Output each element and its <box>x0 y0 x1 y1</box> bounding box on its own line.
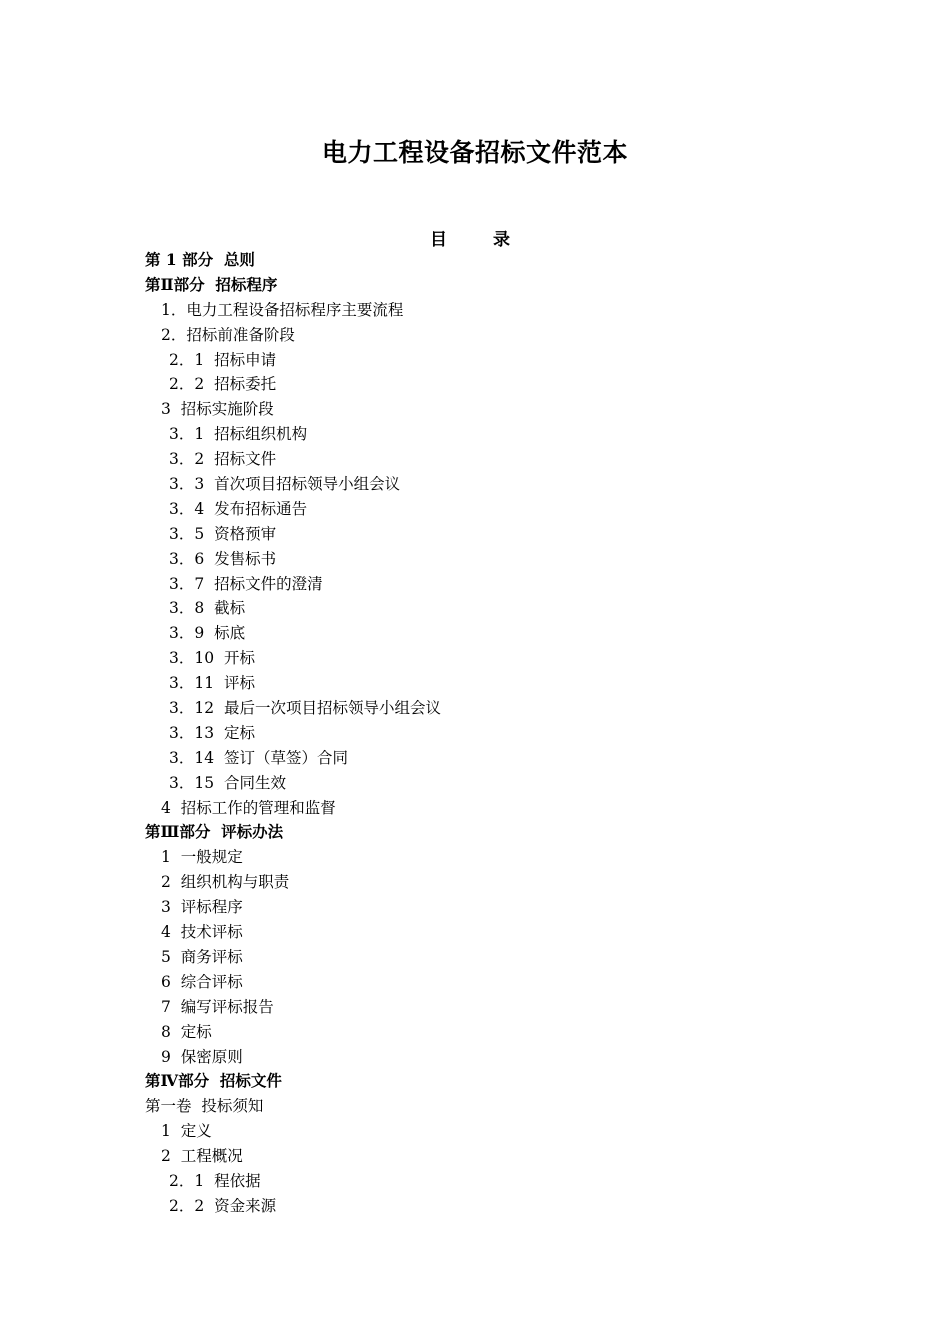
toc-entry: 3．13 定标 <box>169 723 255 742</box>
toc-entry: 7 编写评标报告 <box>161 997 274 1016</box>
toc-entry: 2．2 资金来源 <box>169 1196 277 1215</box>
toc-entry: 3．6 发售标书 <box>169 549 277 568</box>
toc-entry: 6 综合评标 <box>161 972 243 991</box>
toc-entry: 2．2 招标委托 <box>169 375 277 394</box>
toc-entry: 5 商务评标 <box>161 947 243 966</box>
toc-entry: 1 定义 <box>161 1122 212 1141</box>
toc-entry: 3．14 签订（草签）合同 <box>169 748 348 767</box>
toc-entry: 2 组织机构与职责 <box>161 873 290 892</box>
toc-entry: 1．电力工程设备招标程序主要流程 <box>161 300 404 319</box>
toc-entry: 3 招标实施阶段 <box>161 400 274 419</box>
toc-section-entry: 第Ⅳ部分 招标文件 <box>145 1071 282 1091</box>
toc-entry: 2 工程概况 <box>161 1147 243 1166</box>
toc-entry: 8 定标 <box>161 1022 212 1041</box>
toc-heading: 目 录 <box>430 230 530 250</box>
toc-entry: 2．1 程依据 <box>169 1171 261 1190</box>
toc-section-entry: 第一卷 投标须知 <box>145 1097 264 1116</box>
toc-section-entry: 第Ⅱ部分 招标程序 <box>145 274 278 294</box>
toc-entry: 3．10 开标 <box>169 649 255 668</box>
toc-entry: 3．9 标底 <box>169 624 246 643</box>
toc-entry: 3．12 最后一次项目招标领导小组会议 <box>169 699 441 718</box>
toc-entry: 3．11 评标 <box>169 674 255 693</box>
toc-entry: 2．1 招标申请 <box>169 350 277 369</box>
toc-entry: 2．招标前准备阶段 <box>161 325 295 344</box>
toc-entry: 3．3 首次项目招标领导小组会议 <box>169 475 401 494</box>
toc-entry: 3．4 发布招标通告 <box>169 499 308 518</box>
table-of-contents <box>145 248 441 1219</box>
document-title: 电力工程设备招标文件范本 <box>321 138 628 167</box>
toc-entry: 3．7 招标文件的澄清 <box>169 574 323 593</box>
toc-section-entry: 第Ⅲ部分 评标办法 <box>145 822 284 842</box>
toc-entry: 3 评标程序 <box>161 898 243 917</box>
toc-section-entry: 第 1 部分 总则 <box>145 250 255 269</box>
toc-entry: 1 一般规定 <box>161 848 243 867</box>
toc-entry: 9 保密原则 <box>161 1047 243 1066</box>
toc-entry: 3．15 合同生效 <box>169 773 286 792</box>
toc-entry: 4 技术评标 <box>161 923 243 942</box>
toc-entry: 3．2 招标文件 <box>169 450 277 469</box>
toc-entry: 3．1 招标组织机构 <box>169 425 308 444</box>
toc-entry: 3．8 截标 <box>169 599 246 618</box>
toc-entry: 4 招标工作的管理和监督 <box>161 798 336 817</box>
toc-entry: 3．5 资格预审 <box>169 524 277 543</box>
